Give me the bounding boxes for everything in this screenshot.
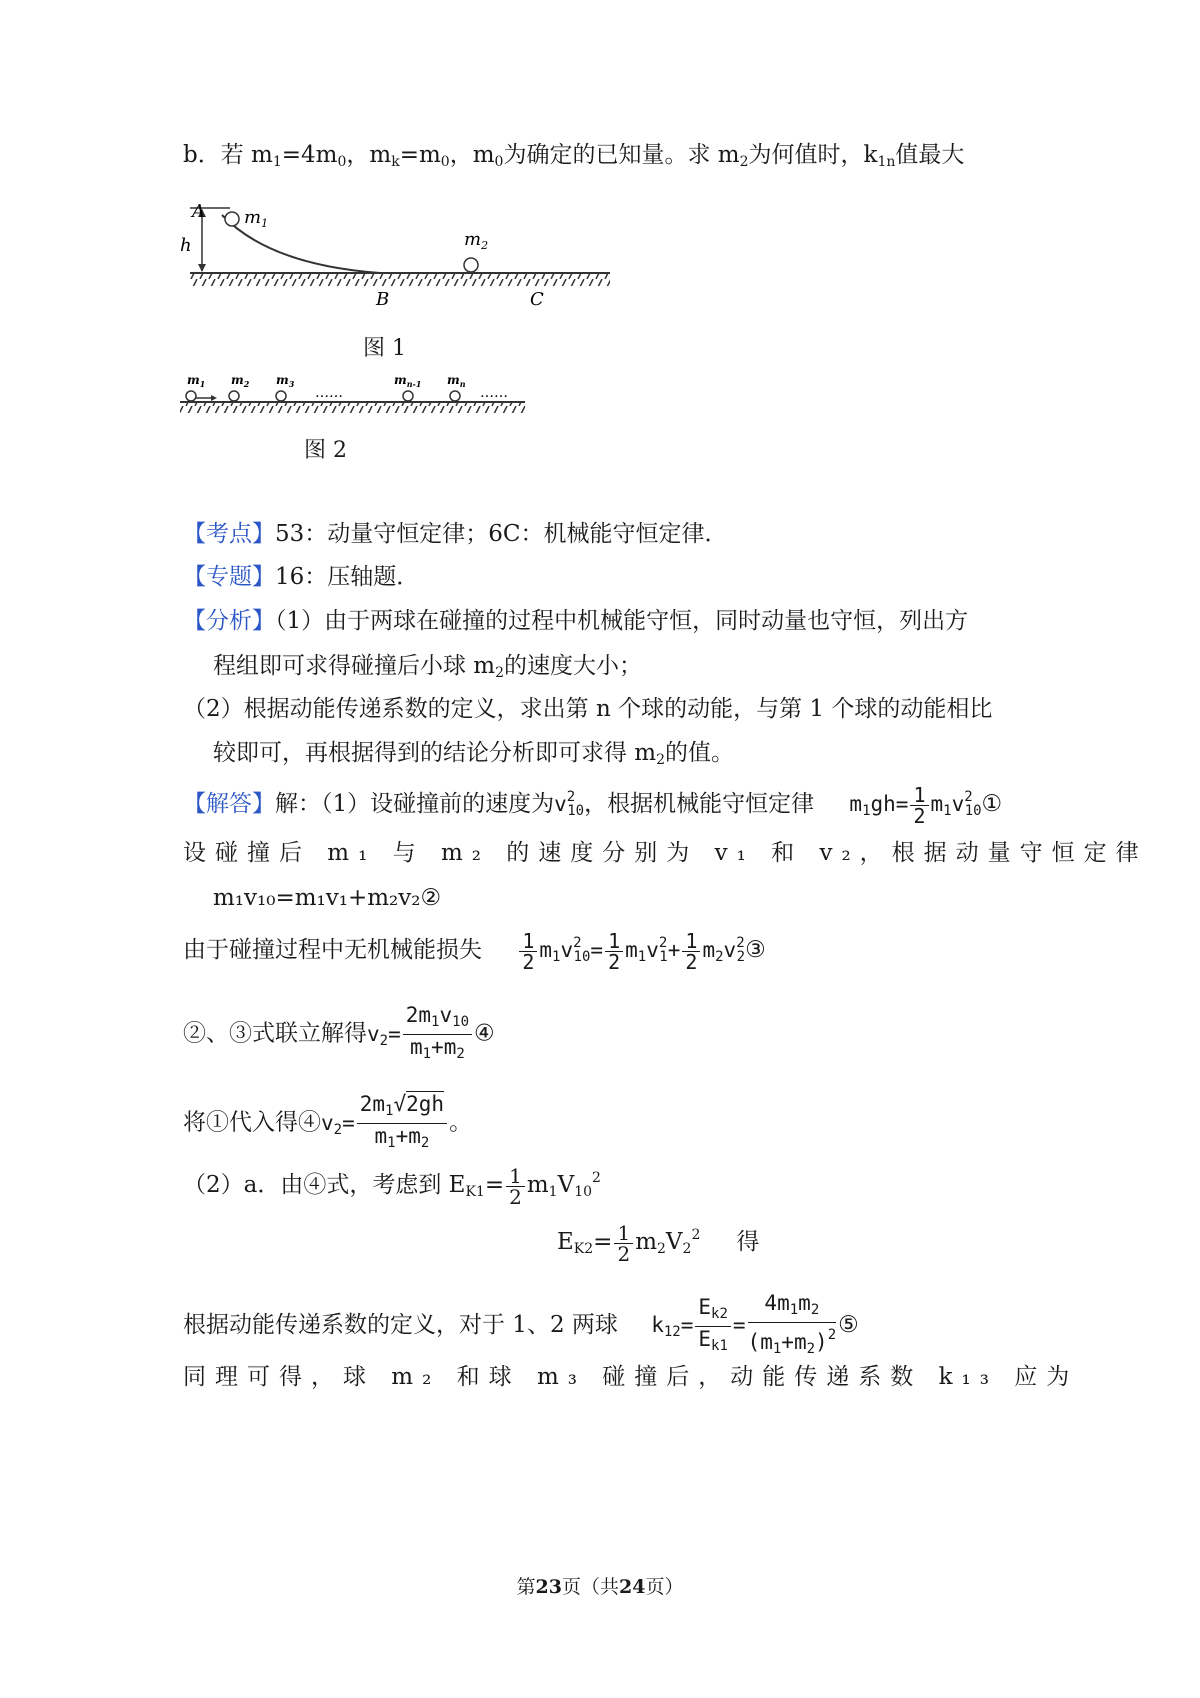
figure-2-caption: 图 2 bbox=[304, 438, 347, 463]
dots-1: …… bbox=[315, 385, 343, 401]
jieda-line-9: 根据动能传递系数的定义，对于 1、2 两球 $k_{12}=$ $\frac{E_{k2}}{E_{k1}}$ = $\frac{4m_1m_2}{(m_1+m_2)^2}$ ⑤ bbox=[183, 1291, 859, 1357]
jieda-line-2: 设碰撞后 m₁ 与 m₂ 的速度分别为 v₁ 和 v₂，根据动量守恒定律 bbox=[183, 840, 1148, 866]
ball-2 bbox=[229, 391, 239, 401]
label-m1: $m_1$ bbox=[244, 207, 269, 230]
question-b: b．若 $m_1=4m_0$，$m_k=m_0$，$m_0$为确定的已知量。求 $m_2$为何值时，$k_{1n}$值最大 bbox=[183, 142, 965, 170]
fenxi-line-1: 【分析】（1）由于两球在碰撞的过程中机械能守恒，同时动量也守恒，列出方 bbox=[183, 608, 969, 634]
ball-3 bbox=[276, 391, 286, 401]
figure-2-diagram bbox=[175, 370, 535, 420]
jieda-line-6: 将①代入得$④v_2=$ $\frac{2m_1√2gh}{m_1+m_2}$ 。 bbox=[183, 1092, 473, 1151]
jieda-line-4: 由于碰撞过程中无机械能损失 $\frac{1}{2}$ $m_1v^2_{10}=$ $\frac{1}{2}$ $m_1v^2_1+$ $\frac{1}{2}$ $m_2v^2_2③$ bbox=[183, 928, 766, 974]
label-mn: $m_n$ bbox=[447, 373, 466, 389]
zhuanti-line: 【专题】16：压轴题． bbox=[183, 564, 420, 590]
label-mn-1: $m_{n-1}$ bbox=[394, 373, 422, 389]
ground-hatch bbox=[190, 274, 610, 286]
label-m2: $m_2$ bbox=[231, 373, 250, 389]
fenxi-line-2: 程组即可求得碰撞后小球 $m_2$的速度大小； bbox=[213, 653, 643, 681]
jieda-line-5: ②、③式联立解得$v_2=$ $\frac{2m_1v_{10}}{m_1+m_2}$ ④ bbox=[183, 1003, 495, 1062]
page-footer: 第23页（共24页） bbox=[516, 1576, 684, 1598]
label-m2: $m_2$ bbox=[464, 229, 489, 252]
jieda-line-3: m₁v₁₀=m₁v₁+m₂v₂② bbox=[213, 885, 442, 911]
figure-1-diagram bbox=[180, 195, 620, 315]
figure-1-caption: 图 1 bbox=[363, 336, 406, 361]
label-m1: $m_1$ bbox=[187, 373, 206, 389]
ball-1 bbox=[186, 391, 196, 401]
label-m3: $m_3$ bbox=[276, 373, 295, 389]
ball-n bbox=[450, 391, 460, 401]
kaodian-line: 【考点】53：动量守恒定律；6C：机械能守恒定律． bbox=[183, 521, 728, 547]
ball-m1 bbox=[225, 212, 239, 226]
fenxi-line-3: （2）根据动能传递系数的定义，求出第 n 个球的动能，与第 1 个球的动能相比 bbox=[183, 696, 993, 722]
jieda-line-10: 同理可得，球 m₂ 和球 m₃ 碰撞后，动能传递系数 k₁₃ 应为 bbox=[183, 1364, 1079, 1390]
label-C: C bbox=[530, 289, 544, 310]
dots-2: …… bbox=[480, 385, 508, 401]
ball-m2 bbox=[464, 258, 478, 272]
label-A: A bbox=[192, 201, 205, 222]
ball-n-minus-1 bbox=[403, 391, 413, 401]
fenxi-line-4: 较即可，再根据得到的结论分析即可求得 $m_2$的值。 bbox=[213, 740, 735, 768]
label-h: h bbox=[180, 235, 192, 256]
jieda-line-7: （2）a．由④式，考虑到 $E_{K1}=$ $\frac{1}{2}$ $m_1V_{10}^2$ bbox=[183, 1163, 601, 1209]
label-B: B bbox=[376, 289, 390, 310]
jieda-line-8: $E_{K2}=$ $\frac{1}{2}$ $m_2V_2^2$ 得 bbox=[557, 1220, 760, 1266]
jieda-line-1: 【解答】解：（1）设碰撞前的速度为$v^2_{10}$，根据机械能守恒定律 $m_1gh=$ $\frac{1}{2}$ $m_1v^2_{10}①$ bbox=[183, 782, 1003, 828]
